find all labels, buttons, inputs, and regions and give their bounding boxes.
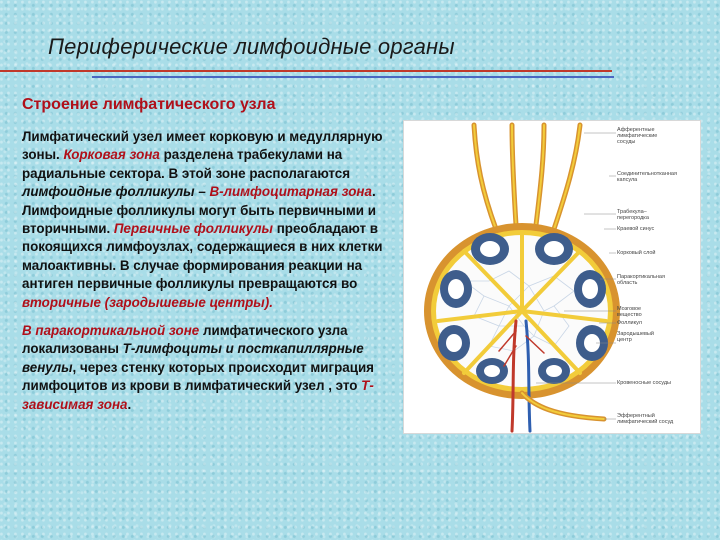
label-paracortex: Паракортикальная область bbox=[617, 274, 665, 286]
p1-text-6: . Лимфоидные фолликулы могут быть первичными и вторичными. bbox=[22, 184, 376, 237]
body-text bbox=[22, 128, 384, 414]
label-capsule: Соединительнотканная капсула bbox=[617, 171, 677, 183]
p2-paracortex-term: В паракортикальной зоне bbox=[22, 323, 200, 339]
lymph-node-figure bbox=[403, 120, 701, 434]
p1-text-3: разделена трабекулами на радиальные сектора. В этой зоне располагаются bbox=[22, 147, 351, 181]
label-medulla: Мозговое вещество bbox=[617, 306, 642, 318]
p2-text-4: , через стенку которых происходит миграция лимфоцитов из крови в лимфатический узел , это bbox=[22, 359, 375, 394]
label-efferent: Эфферентный лимфатический сосуд bbox=[617, 413, 674, 425]
p1-cortex-term: Корковая зона bbox=[63, 147, 160, 163]
paragraph-cortex bbox=[22, 128, 384, 312]
p2-text-6: . bbox=[127, 396, 132, 412]
label-germinal-center: Зародышевый центр bbox=[617, 331, 654, 343]
p1-primary-term: Первичные фолликулы bbox=[113, 221, 273, 237]
p1-secondary-term: вторичные (зародышевые центры). bbox=[22, 294, 273, 310]
p2-t-lymphocytes-term: Т-лимфоциты и посткапиллярные венулы bbox=[22, 341, 364, 375]
section-heading: Строение лимфатического узла bbox=[22, 96, 276, 113]
slide-title: Периферические лимфоидные органы bbox=[48, 34, 455, 59]
p2-t-zone-term: Т-зависимая зона bbox=[22, 378, 374, 412]
p1-text-8: преобладают в покоящихся лимфоузлах, содержащиеся в них клетки малоактивны. В случае формирования реакции на антиген первичные фолликулы превращаются во bbox=[22, 221, 383, 292]
label-cortex: Корковый слой bbox=[617, 250, 656, 256]
label-trabecula: Трабекула– перегородка bbox=[617, 209, 649, 221]
label-afferent: Афферентные лимфатические сосуды bbox=[617, 127, 658, 145]
label-marginal-sinus: Краевой синус bbox=[617, 226, 655, 232]
p1-follicles-term: лимфоидные фолликулы – bbox=[22, 184, 210, 200]
p2-text-2: лимфатического узла локализованы bbox=[22, 323, 348, 357]
title-underline-blue bbox=[92, 76, 614, 78]
label-follicle: Фолликул bbox=[617, 320, 642, 326]
paragraph-paracortex bbox=[22, 322, 384, 414]
p1-text-1: Лимфатический узел имеет корковую и медуллярную зоны. bbox=[22, 129, 383, 163]
title-underline-red bbox=[0, 70, 612, 72]
label-vessels: Кровеносные сосуды bbox=[617, 380, 672, 386]
p1-b-zone-term: В-лимфоцитарная зона bbox=[209, 184, 372, 200]
